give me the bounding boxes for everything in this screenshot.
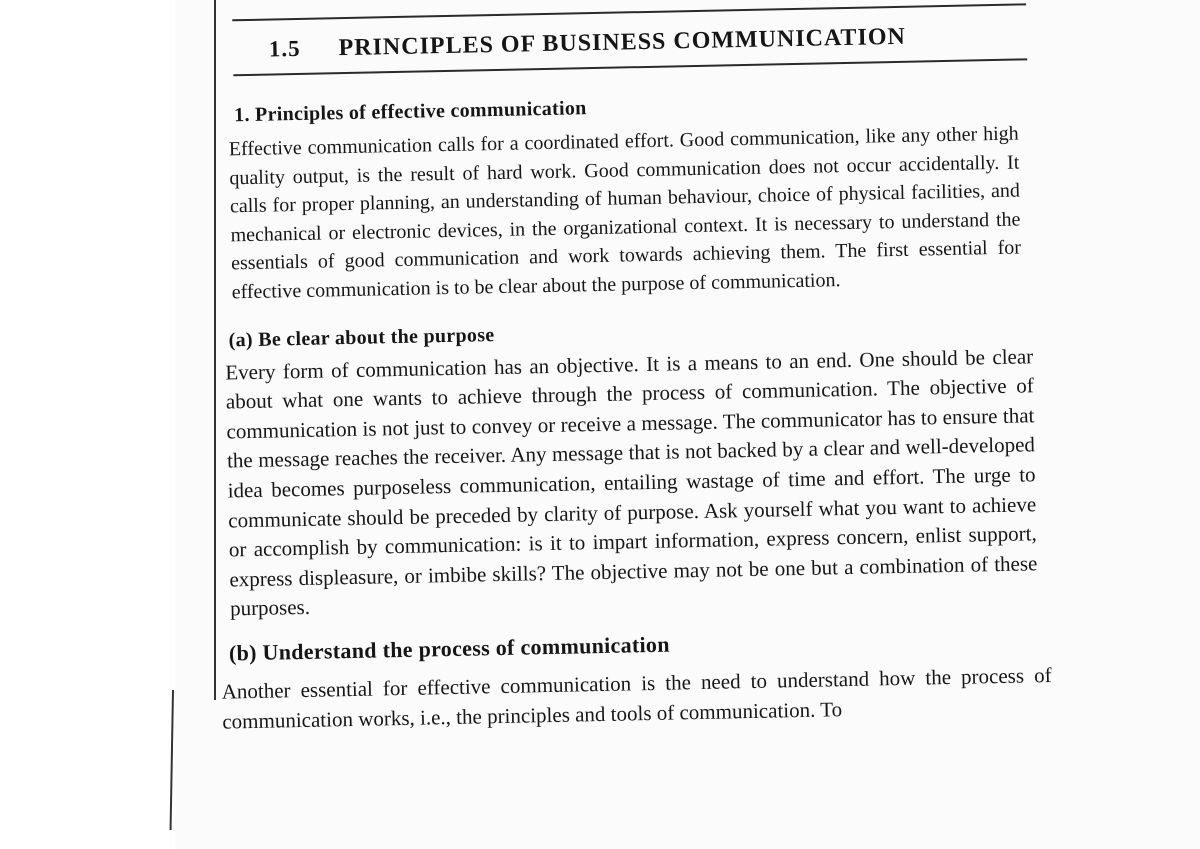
section-heading <box>232 3 1027 76</box>
heading-principles: 1. Principles of effective communication <box>233 97 587 127</box>
heading-clear-purpose: (a) Be clear about the purpose <box>228 323 495 351</box>
heading-understand-process: (b) Understand the process of communication <box>228 631 671 666</box>
paragraph-principles: Effective communication calls for a coordinated effort. Good communication, like any other high quality output, is the result of hard work. Good communication does not occur accidentally. It calls for proper planning, an understanding of human behaviour, choice of physical facilities, and mechanical or electronic devices, in the organizational context. It is necessary to understand the essentials of good communication and work towards achieving them. The first essential for effective communication is to be clear about the purpose of communication. <box>228 122 1022 304</box>
section-title: PRINCIPLES OF BUSINESS COMMUNICATION <box>338 23 907 62</box>
paragraph-clear-purpose: Every form of communication has an objective. It is a means to an end. One should be clear about what one wants to achieve through the process of communication. The objective of communication is not just to convey or receive a message. The communicator has to ensure that the message reaches the receiver. Any message that is not backed by a clear and well-developed idea becomes purposeless communication, entailing wastage of time and effort. The urge to communicate should be preceded by clarity of purpose. Ask yourself what you want to achieve or accomplish by communication: is it to impart information, express concern, enlist support, express displeasure, or imbibe skills? The objective may not be one but a combination of these purposes. <box>225 343 1038 621</box>
page-edge <box>0 0 175 849</box>
section-number: 1.5 <box>268 35 301 62</box>
page-content <box>196 0 1052 737</box>
paragraph-understand-process: Another essential for effective communication is the need to understand how the process of communication works, i.e., the principles and tools of communication. To <box>221 662 1052 734</box>
